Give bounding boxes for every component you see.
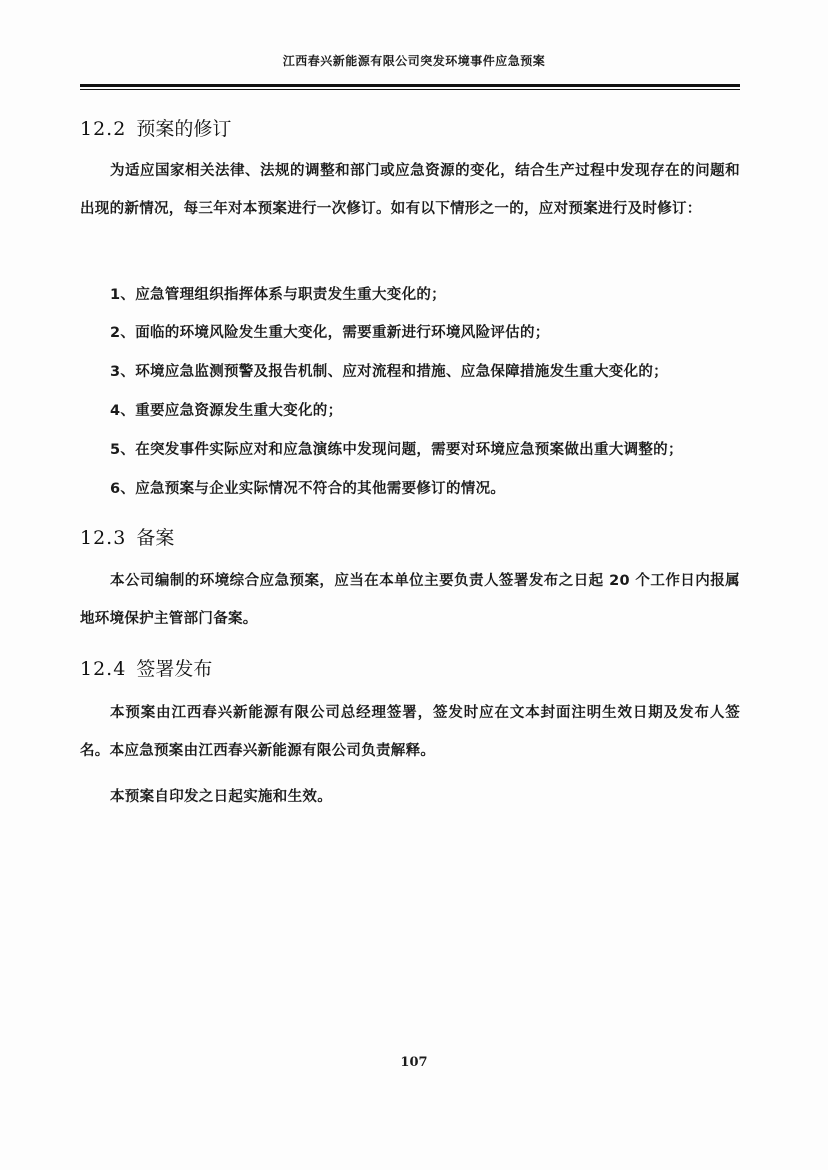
- signing-paragraph: 本预案由江西春兴新能源有限公司总经理签署，签发时应在文本封面注明生效日期及发布人签名。本应急预案由江西春兴新能源有限公司负责解释。: [80, 705, 740, 759]
- section-title: 预案的修订: [136, 118, 232, 140]
- page-number: 107: [400, 1055, 428, 1070]
- filing-paragraph: 本公司编制的环境综合应急预案，应当在本单位主要负责人签署发布之日起 20 个工作日内报属地环境保护主管部门备案。: [80, 573, 740, 627]
- list-item: 2、面临的环境风险发生重大变化，需要重新进行环境风险评估的；: [110, 325, 550, 341]
- section-number: 12.2: [80, 118, 127, 140]
- section-title: 备案: [136, 527, 175, 549]
- list-item: 1、应急管理组织指挥体系与职责发生重大变化的；: [110, 287, 446, 303]
- header-rule-thin: [80, 89, 740, 90]
- section-heading-12-2: [80, 114, 231, 141]
- section-number: 12.4: [80, 658, 127, 680]
- list-item: 3、环境应急监测预警及报告机制、应对流程和措施、应急保障措施发生重大变化的；: [110, 364, 668, 380]
- list-item: 5、在突发事件实际应对和应急演练中发现问题，需要对环境应急预案做出重大调整的；: [110, 442, 683, 458]
- running-header-title: 江西春兴新能源有限公司突发环境事件应急预案: [282, 54, 546, 68]
- section-heading-12-3: [80, 523, 174, 550]
- list-item: 4、重要应急资源发生重大变化的；: [110, 403, 343, 419]
- header-rule-thick: [80, 84, 740, 87]
- effective-paragraph: 本预案自印发之日起实施和生效。: [110, 789, 332, 805]
- list-item: 6、应急预案与企业实际情况不符合的其他需要修订的情况。: [110, 481, 506, 497]
- section-number: 12.3: [80, 527, 127, 549]
- section-title: 签署发布: [136, 658, 213, 680]
- revision-intro-paragraph: 为适应国家相关法律、法规的调整和部门或应急资源的变化，结合生产过程中发现存在的问题和出现的新情况，每三年对本预案进行一次修订。如有以下情形之一的，应对预案进行及时修订：: [80, 163, 740, 217]
- section-heading-12-4: [80, 654, 212, 681]
